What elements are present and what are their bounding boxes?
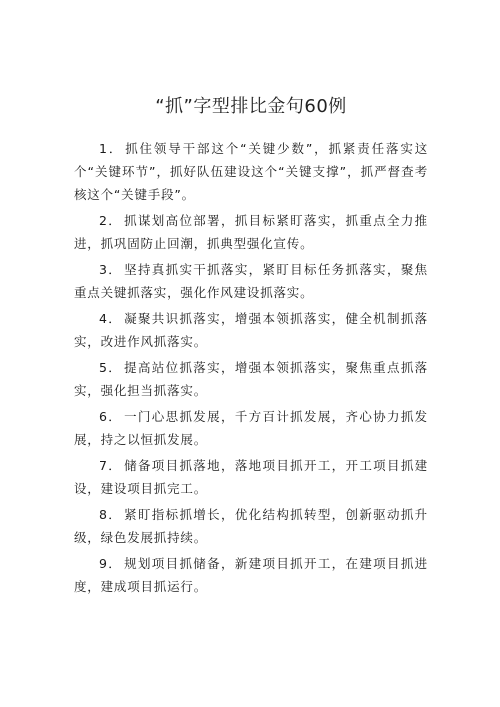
item-text: 规划项目抓储备，新建项目抓开工，在建项目抓进度，建成项目抓运行。 [74, 556, 428, 594]
item-number: 3． [99, 262, 123, 277]
list-item [74, 552, 428, 598]
list-item [74, 454, 428, 500]
item-text: 紧盯指标抓增长，优化结构抓转型，创新驱动抓升级，绿色发展抓持续。 [74, 507, 428, 545]
list-item [74, 356, 428, 402]
item-number: 6． [99, 409, 123, 424]
item-text: 一门心思抓发展，千方百计抓发展，齐心协力抓发展，持之以恒抓发展。 [74, 409, 428, 447]
list-item [74, 209, 428, 255]
list-item [74, 258, 428, 304]
item-number: 1． [99, 141, 124, 156]
list-item [74, 307, 428, 353]
item-text: 抓谋划高位部署，抓目标紧盯落实，抓重点全力推进，抓巩固防止回潮，抓典型强化宣传。 [74, 213, 428, 251]
item-text: 坚持真抓实干抓落实，紧盯目标任务抓落实，聚焦重点关键抓落实，强化作风建设抓落实。 [74, 262, 428, 300]
item-number: 8． [99, 507, 123, 522]
item-text: 抓住领导干部这个“关键少数”，抓紧责任落实这个“关键环节”，抓好队伍建设这个“关键支撑”，抓严督查考核这个“关键手段”。 [74, 141, 428, 202]
item-text: 凝聚共识抓落实，增强本领抓落实，健全机制抓落实，改进作风抓落实。 [74, 311, 428, 349]
document-title: “抓”字型排比金句60例 [155, 96, 347, 117]
item-number: 2． [99, 213, 123, 228]
item-number: 7． [99, 458, 123, 473]
item-list [74, 137, 428, 598]
list-item [74, 405, 428, 451]
item-number: 4． [99, 311, 123, 326]
item-number: 9． [99, 556, 123, 571]
item-text: 储备项目抓落地，落地项目抓开工，开工项目抓建设，建设项目抓完工。 [74, 458, 428, 496]
list-item [74, 137, 428, 206]
item-number: 5． [99, 360, 123, 375]
item-text: 提高站位抓落实，增强本领抓落实，聚焦重点抓落实，强化担当抓落实。 [74, 360, 428, 398]
list-item [74, 503, 428, 549]
